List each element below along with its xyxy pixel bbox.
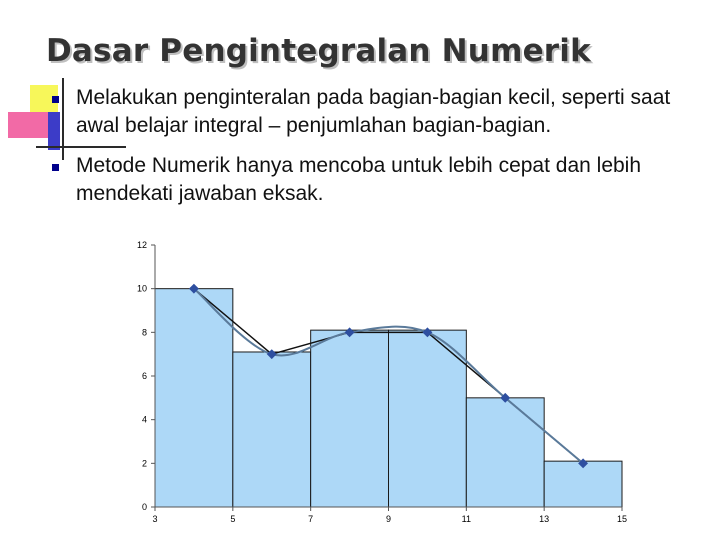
- x-tick-label: 5: [230, 514, 236, 524]
- chart-bar: [311, 330, 389, 507]
- x-tick-label: 11: [461, 514, 472, 524]
- y-tick-label: 4: [141, 414, 147, 425]
- chart-bar: [466, 398, 544, 507]
- y-tick-label: 2: [141, 458, 147, 469]
- chart-bar: [155, 289, 233, 507]
- x-tick-label: 7: [308, 514, 314, 524]
- y-tick-label: 8: [141, 327, 147, 338]
- chart-bar: [233, 352, 311, 507]
- slide-title: Dasar Pengintegralan Numerik: [46, 33, 591, 69]
- bullet-text: Melakukan penginteralan pada bagian-bagian kecil, seperti saat awal belajar integral – penjumlahan bagian-bagian.: [76, 86, 671, 137]
- y-tick-label: 0: [141, 502, 147, 512]
- y-tick-label: 6: [141, 371, 147, 381]
- x-tick-label: 9: [385, 514, 392, 524]
- chart-bar: [389, 330, 467, 507]
- x-tick-label: 3: [152, 514, 158, 524]
- x-tick-label: 13: [539, 514, 550, 524]
- y-tick-label: 10: [136, 283, 147, 294]
- x-tick-label: 15: [616, 514, 628, 524]
- y-tick-label: 12: [136, 240, 147, 250]
- bullet-text: Metode Numerik hanya mencoba untuk lebih cepat dan lebih mendekati jawaban eksak.: [76, 154, 642, 205]
